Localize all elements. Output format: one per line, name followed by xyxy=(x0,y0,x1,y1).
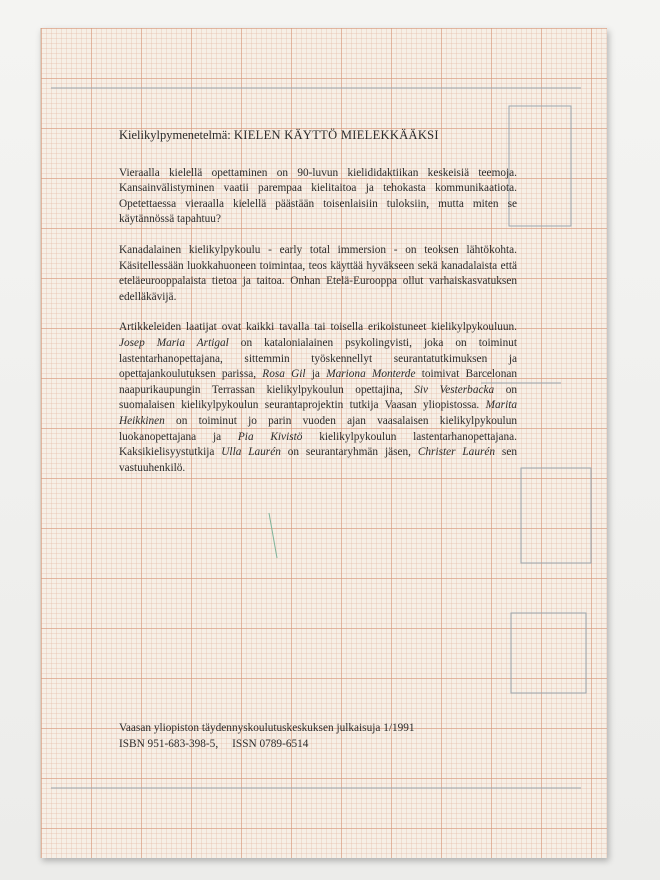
back-cover-text xyxy=(119,128,517,491)
authors-text: on toiminut jo parin vuoden ajan vaasalaisen kielikylpykoulun luokanopettajana ja xyxy=(119,414,517,443)
sketch-green-mark xyxy=(269,513,277,558)
author-name: Siv Vesterbacka xyxy=(414,383,495,396)
authors-text: on suomalaisen kielikylpykoulun seurantaprojektin tutkija Vaasan yliopistossa. xyxy=(119,383,517,412)
authors-text: ja xyxy=(311,368,320,381)
sketch-room-1 xyxy=(509,106,571,226)
paragraph-3-authors xyxy=(119,320,517,476)
author-name: Ulla Laurén xyxy=(221,446,281,459)
authors-text: toimivat Barcelonan naapurikaupungin Terrassan kielikylpykoulun opettajina, xyxy=(119,368,518,396)
sketch-room-2 xyxy=(521,468,591,563)
identifiers-line xyxy=(119,736,539,752)
title-prefix: Kielikylpymenetelmä: xyxy=(119,128,231,142)
publication-info xyxy=(119,720,539,752)
book-title xyxy=(119,128,517,144)
author-name: Marita Heikkinen xyxy=(119,399,517,427)
author-name: Rosa Gil xyxy=(262,368,306,381)
author-name: Pia Kivistö xyxy=(237,430,303,443)
paragraph-1: Vieraalla kielellä opettaminen on 90-luvun kielididaktiikan keskeisiä teemoja. Kansainvälistyminen vaatii parempaa kielitaitoa ja tehokasta kommunikaatiota. Opetettaessa vieraalla kielellä päästään toisenlaisiin tuloksiin, mutta miten se käytännössä tapahtuu? xyxy=(119,166,517,226)
publisher-line: Vaasan yliopiston täydennyskoulutuskeskuksen julkaisuja 1/1991 xyxy=(119,722,415,734)
author-name: Mariona Monterde xyxy=(326,368,416,381)
authors-text: sen vastuuhenkilö. xyxy=(119,446,517,474)
isbn: ISBN 951-683-398-5, xyxy=(119,738,219,750)
author-name: Christer Laurén xyxy=(417,446,496,459)
author-name: Josep Maria Artigal xyxy=(119,336,229,349)
sketch-room-3 xyxy=(511,613,586,693)
authors-text: kielikylpykoulun lastentarhanopettajana. Kaksikielisyystutkija xyxy=(119,430,517,459)
authors-text: on seurantaryhmän jäsen, xyxy=(287,446,411,459)
title-main: KIELEN KÄYTTÖ MIELEKKÄÄKSI xyxy=(233,128,439,142)
paragraph-2: Kanadalainen kielikylpykoulu - early total immersion - on teoksen lähtökohta. Käsitellessään luokkahuoneen toimintaa, teos käyttää hyväkseen sekä kanadalaista että eteläeurooppalaista tietoa ja taitoa. Onhan Etelä-Eurooppa ollut varhaiskasvatuksen edelläkävijä. xyxy=(119,243,517,303)
book-back-cover xyxy=(40,28,607,858)
issn: ISSN 0789-6514 xyxy=(232,738,309,750)
authors-text: on katalonialainen psykolingvisti, joka on toiminut lastentarhanopettajana, sittemmin työskennellyt seurantatutkimuksen ja opettajankoulutuksen parissa, xyxy=(119,336,518,381)
authors-text: Artikkeleiden laatijat ovat kaikki tavalla tai toisella erikoistuneet kielikylpykouluun. xyxy=(119,321,517,334)
